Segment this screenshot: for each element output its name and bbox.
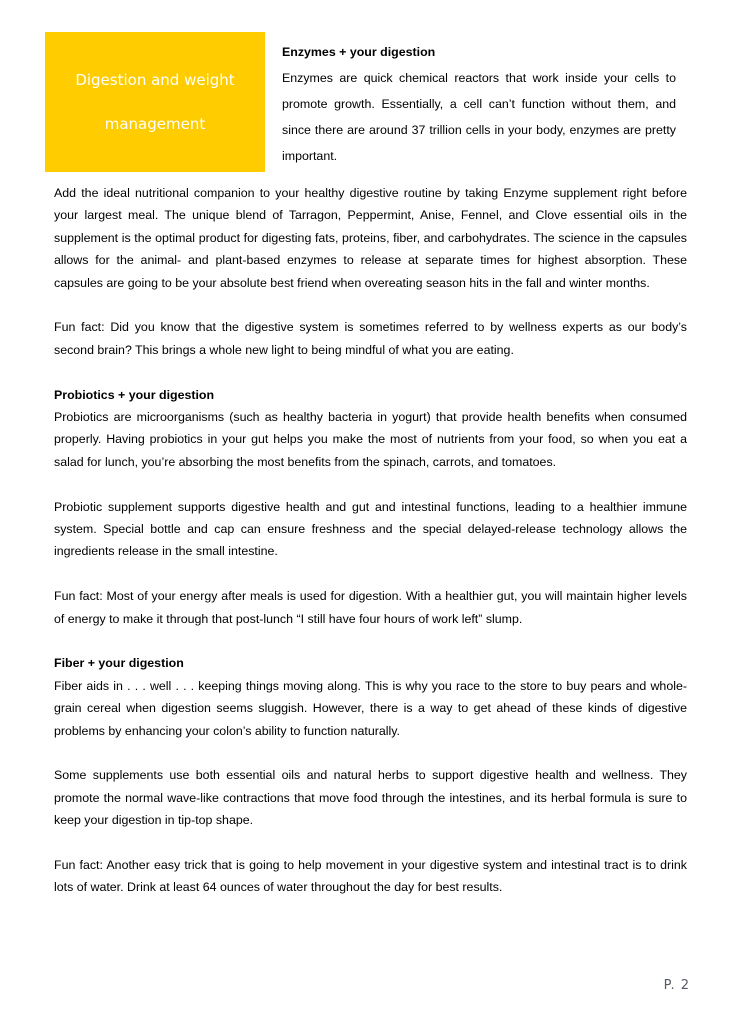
enzymes-intro-block xyxy=(282,39,676,169)
fiber-paragraph: Some supplements use both essential oils and natural herbs to support digestive health and wellness. They promote the normal wave-like contractions that move food through the intestines, and its herbal formula is sure to keep your digestion in tip-top shape. xyxy=(54,768,687,828)
enzymes-paragraph: Add the ideal nutritional companion to your healthy digestive routine by taking Enzyme supplement right before your largest meal. The unique blend of Tarragon, Peppermint, Anise, Fennel, and Clove essential oils in the supplement is the optimal product for digesting fats, proteins, fiber, and carbohydrates. The science in the capsules allows for the animal- and plant-based enzymes to release at separate times for highest absorption. These capsules are going to be your absolute best friend when overeating season hits in the fall and winter months. xyxy=(54,186,687,290)
enzymes-intro: Enzymes are quick chemical reactors that work inside your cells to promote growth. Essentially, a cell can’t function without them, and since there are around 37 trillion cells in your body, enzymes are pretty important. xyxy=(282,71,676,163)
article-body xyxy=(54,182,687,899)
enzymes-heading: Enzymes + your digestion xyxy=(282,45,436,59)
enzymes-fun-fact: Fun fact: Did you know that the digestive system is sometimes referred to by wellness experts as our body’s second brain? This brings a whole new light to being mindful of what you are eating. xyxy=(54,320,687,357)
probiotics-fun-fact: Fun fact: Most of your energy after meals is used for digestion. With a healthier gut, you will maintain higher levels of energy to make it through that post-lunch “I still have four hours of work left” slump. xyxy=(54,589,687,626)
probiotics-paragraph: Probiotic supplement supports digestive health and gut and intestinal functions, leading to a healthier immune system. Special bottle and cap can ensure freshness and the special delayed-release technology allows the ingredients release in the small intestine. xyxy=(54,499,687,559)
title-banner xyxy=(45,32,265,172)
fiber-heading: Fiber + your digestion xyxy=(54,656,184,671)
fiber-intro: Fiber aids in . . . well . . . keeping things moving along. This is why you race to the store to buy pears and whole-grain cereal when digestion seems sluggish. However, there is a way to get ahead of these kinds of digestive problems by enhancing your colon’s ability to function naturally. xyxy=(54,678,687,738)
probiotics-heading: Probiotics + your digestion xyxy=(54,387,215,402)
banner-title-line-1: Digestion and weight xyxy=(75,71,235,89)
fiber-fun-fact: Fun fact: Another easy trick that is going to help movement in your digestive system and intestinal tract is to drink lots of water. Drink at least 64 ounces of water throughout the day for best results. xyxy=(54,858,687,895)
page-number: P. 2 xyxy=(663,978,690,993)
probiotics-intro: Probiotics are microorganisms (such as healthy bacteria in yogurt) that provide health benefits when consumed properly. Having probiotics in your gut helps you make the most of nutrients from your food, so when you eat a salad for lunch, you’re absorbing the most benefits from the spinach, carrots, and tomatoes. xyxy=(54,410,687,469)
banner-title-line-2: management xyxy=(104,115,206,133)
